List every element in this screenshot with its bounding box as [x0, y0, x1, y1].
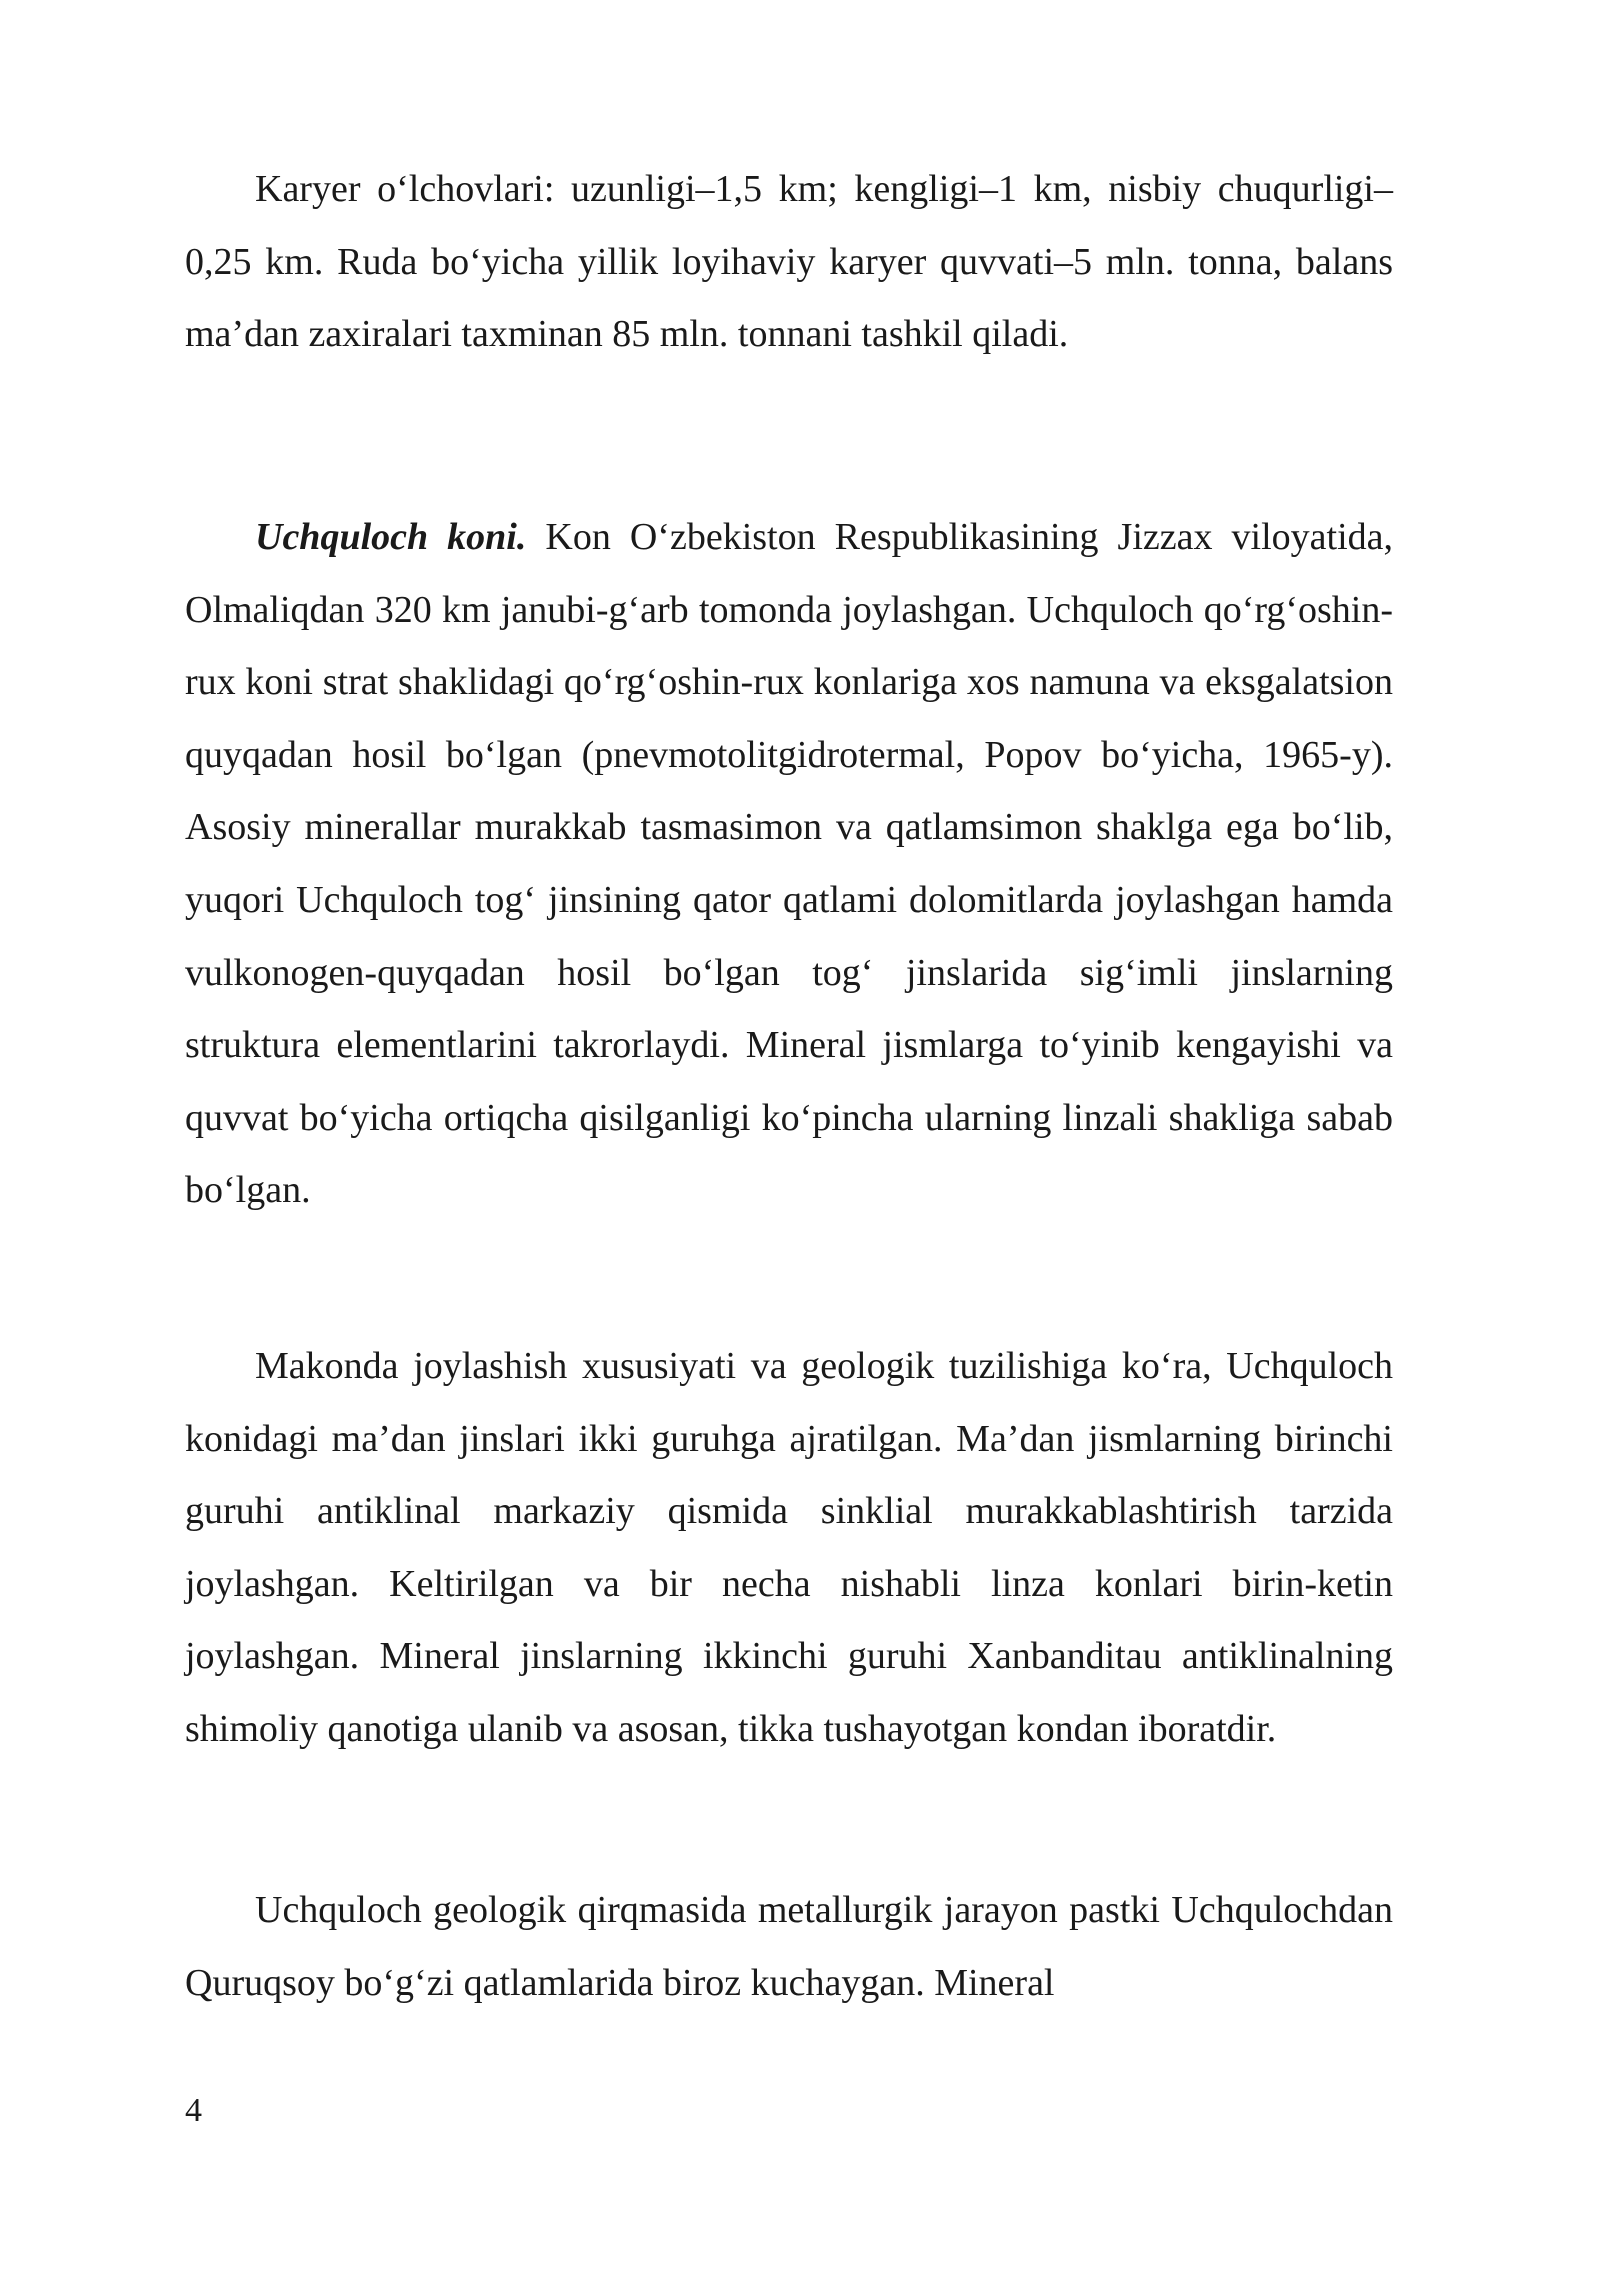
paragraph-metallurgical-process: Uchquloch geologik qirqmasida metallurgik jarayon pastki Uchqulochdan Quruqsoy boʻgʻzi qatlamlarida biroz kuchaygan. Mineral [185, 1889, 1393, 2004]
paragraph-ore-groups: Makonda joylashish xususiyati va geologik tuzilishiga koʻra, Uchquloch konidagi ma’dan jinslari ikki guruhga ajratilgan. Ma’dan jismlarning birinchi guruhi antiklinal markaziy qismida sinklial murakkablashtirish tarzida joylashgan. Keltirilgan va bir necha nishabli linza konlari birin-ketin joylashgan. Mineral jinslarning ikkinchi guruhi Xanbanditau antiklinalning shimoliy qanotiga ulanib va asosan, tikka tushayotgan kondan iboratdir. [185, 1345, 1393, 1750]
paragraph-uchquloch-deposit [185, 501, 1393, 1227]
section-heading-uchquloch: Uchquloch koni. [255, 516, 527, 558]
paragraph-uchquloch-body: Kon Oʻzbekiston Respublikasining Jizzax viloyatida, Olmaliqdan 320 km janubi-gʻarb tomonda joylashgan. Uchquloch qoʻrgʻoshin-rux koni strat shaklidagi qoʻrgʻoshin-rux konlariga xos namuna va eksgalatsion quyqadan hosil boʻlgan (pnevmotolitgidrotermal, Popov boʻyicha, 1965-y). Asosiy minerallar murakkab tasmasimon va qatlamsimon shaklga ega boʻlib, yuqori Uchquloch togʻ jinsining qator qatlami dolomitlarda joylashgan hamda vulkonogen-quyqadan hosil boʻlgan togʻ jinslarida sigʻimli jinslarning struktura elementlarini takrorlaydi. Mineral jismlarga toʻyinib kengayishi va quvvat boʻyicha ortiqcha qisilganligi koʻpincha ularning linzali shakliga sabab boʻlgan. [185, 516, 1393, 1212]
page-number: 4 [185, 2092, 202, 2129]
paragraph-karyer-dimensions: Karyer oʻlchovlari: uzunligi–1,5 km; kengligi–1 km, nisbiy chuqurligi–0,25 km. Ruda boʻyicha yillik loyihaviy karyer quvvati–5 mln. tonna, balans ma’dan zaxiralari taxminan 85 mln. tonnani tashkil qiladi. [185, 168, 1393, 356]
